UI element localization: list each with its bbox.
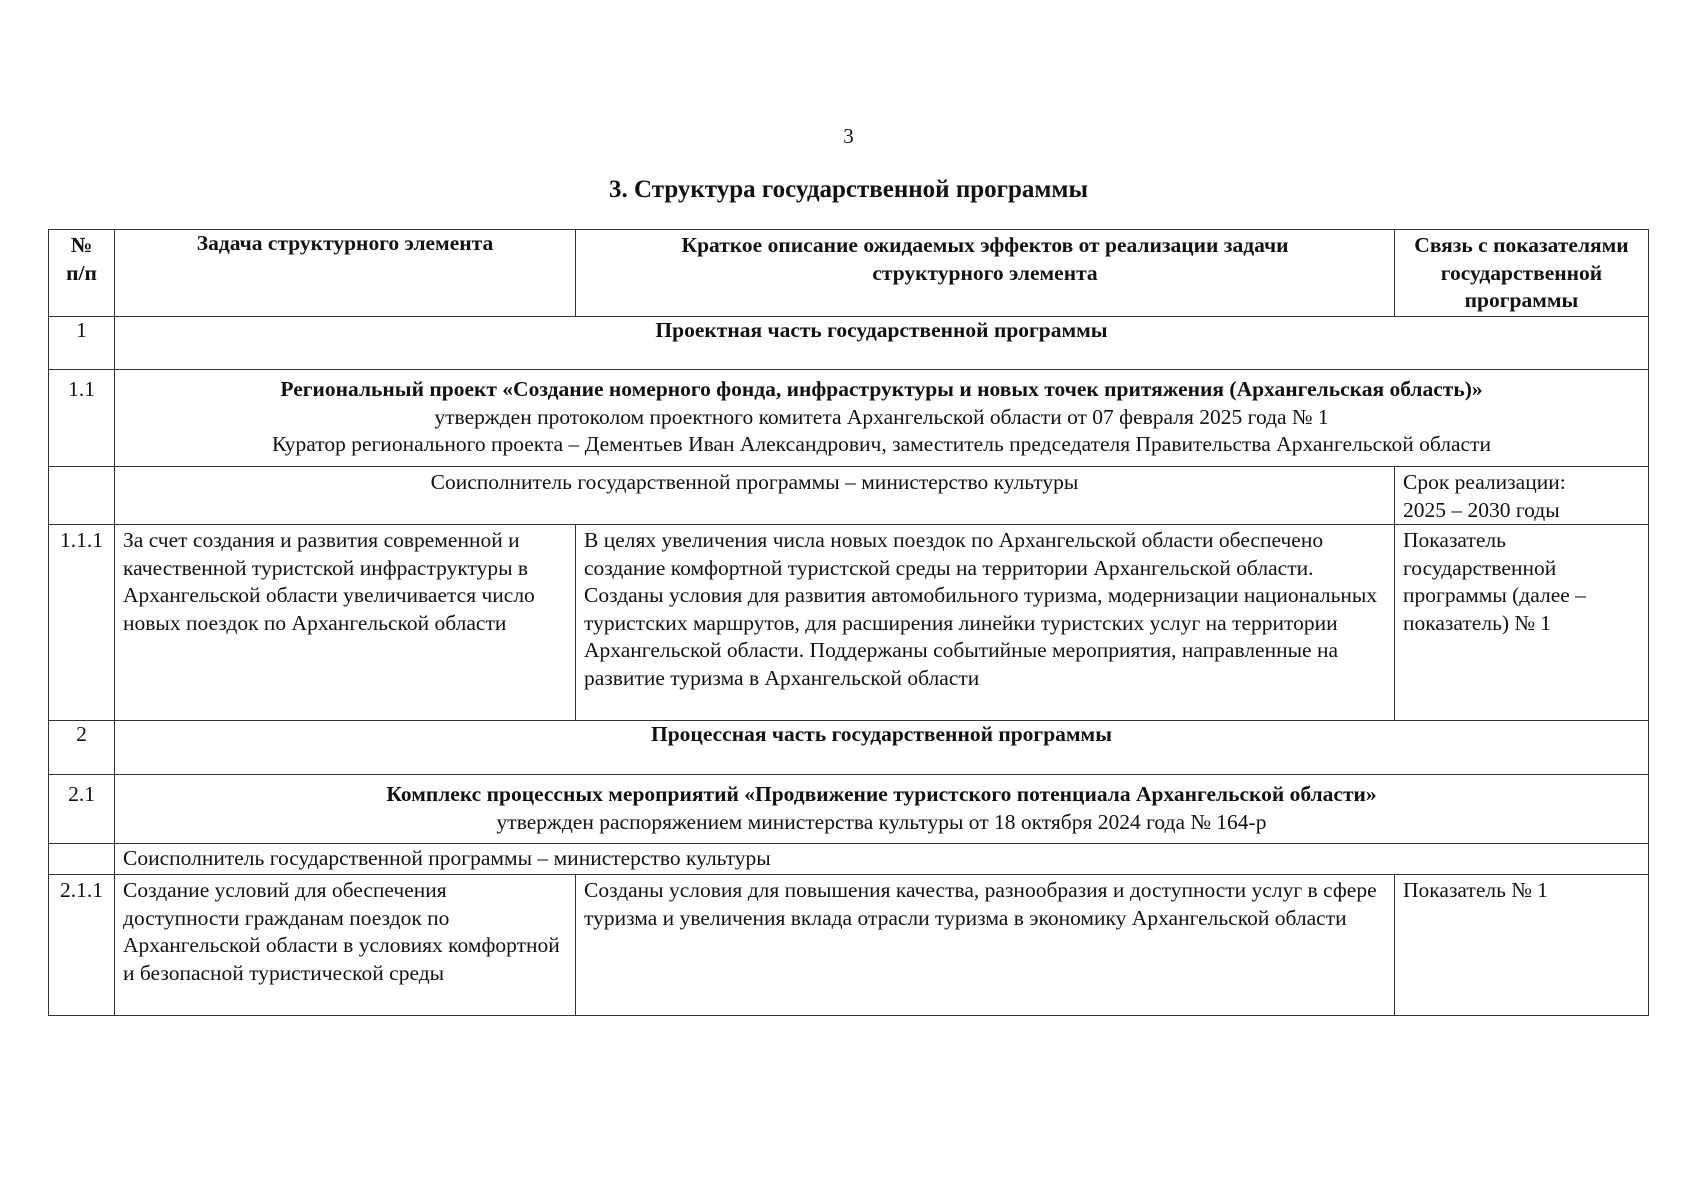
complex-title: Комплекс процессных мероприятий «Продвижение туристского потенциала Архангельской области» <box>386 782 1377 806</box>
coexecutor-text: Соисполнитель государственной программы – министерство культуры <box>115 844 1649 875</box>
term-value: 2025 – 2030 годы <box>1403 497 1560 522</box>
project-approval: утвержден протоколом проектного комитета Архангельской области от 07 февраля 2025 года № 1 <box>434 404 1329 429</box>
coexecutor-text: Соисполнитель государственной программы – министерство культуры <box>115 467 1395 525</box>
coexecutor-row-project <box>49 467 1649 525</box>
effect-paragraph-2: Созданы условия для развития автомобильного туризма, модернизации национальных туристских маршрутов, для расширения линейки туристских услуг на территории Архангельской области. Поддержаны событийные мероприятия, направленные на развитие туризма в Архангельской области <box>584 583 1378 690</box>
section-row-project <box>49 317 1649 370</box>
coexecutor-row-process <box>49 844 1649 875</box>
process-complex-row <box>49 775 1649 844</box>
header-task: Задача структурного элемента <box>115 230 576 317</box>
complex-number: 2.1 <box>49 775 115 844</box>
section-number: 2 <box>49 721 115 775</box>
task-row-2-1-1 <box>49 875 1649 1016</box>
complex-approval: утвержден распоряжением министерства культуры от 18 октября 2024 года № 164-р <box>496 809 1267 834</box>
term-label: Срок реализации: <box>1403 470 1566 494</box>
complex-cell <box>115 775 1649 844</box>
task-number: 1.1.1 <box>49 525 115 721</box>
empty-cell <box>49 467 115 525</box>
document-title: 3. Структура государственной программы <box>609 176 1088 203</box>
expected-effects <box>576 525 1395 721</box>
project-cell <box>115 370 1649 467</box>
regional-project-row <box>49 370 1649 467</box>
page-number: 3 <box>843 124 854 148</box>
section-title: Проектная часть государственной программы <box>115 317 1649 370</box>
expected-effects: Созданы условия для повышения качества, разнообразия и доступности услуг в сфере туризма и увеличения вклада отрасли туризма в экономику Архангельской области <box>576 875 1395 1016</box>
task-row-1-1-1 <box>49 525 1649 721</box>
section-title: Процессная часть государственной программы <box>115 721 1649 775</box>
task-description: Создание условий для обеспечения доступности гражданам поездок по Архангельской области в условиях комфортной и безопасной туристической среды <box>115 875 576 1016</box>
section-row-process <box>49 721 1649 775</box>
project-curator: Куратор регионального проекта – Дементьев Иван Александрович, заместитель председателя Правительства Архангельской области <box>272 432 1491 456</box>
indicator-link: Показатель № 1 <box>1395 875 1649 1016</box>
implementation-term-cell <box>1395 467 1649 525</box>
task-description: За счет создания и развития современной и качественной туристской инфраструктуры в Архангельской области увеличивается число новых поездок по Архангельской области <box>115 525 576 721</box>
effect-paragraph-1: В целях увеличения числа новых поездок по Архангельской области обеспечено создание комфортной туристской среды на территории Архангельской области. <box>584 528 1324 580</box>
project-number: 1.1 <box>49 370 115 467</box>
header-effects: Краткое описание ожидаемых эффектов от реализации задачи структурного элемента <box>576 230 1395 317</box>
header-link: Связь с показателями государственной программы <box>1395 230 1649 317</box>
header-num: № п/п <box>49 230 115 317</box>
task-number: 2.1.1 <box>49 875 115 1016</box>
project-title: Региональный проект «Создание номерного фонда, инфраструктуры и новых точек притяжения (Архангельская область)» <box>280 377 1483 401</box>
indicator-link: Показатель государственной программы (далее – показатель) № 1 <box>1395 525 1649 721</box>
header-row <box>49 230 1649 317</box>
section-number: 1 <box>49 317 115 370</box>
empty-cell <box>49 844 115 875</box>
program-structure-table <box>48 229 1649 1016</box>
